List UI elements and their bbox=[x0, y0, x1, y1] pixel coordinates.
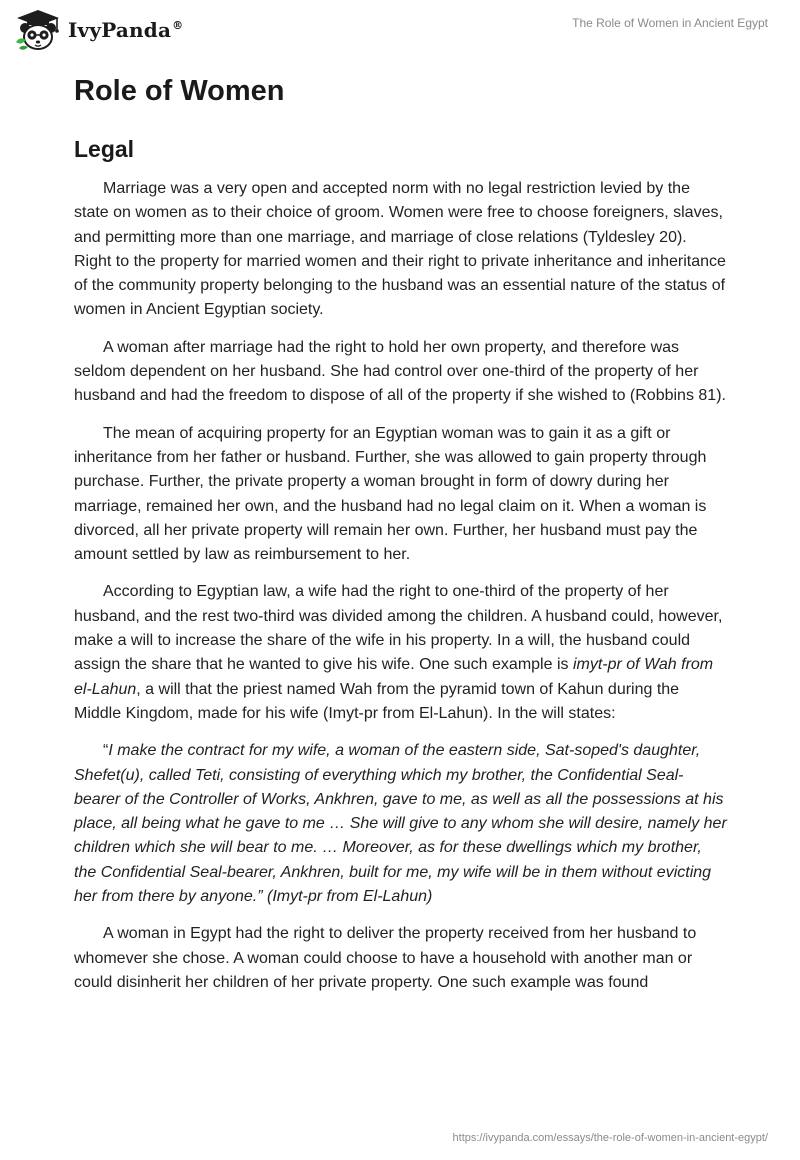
section-heading: Role of Women bbox=[74, 75, 285, 107]
paragraph-2: A woman after marriage had the right to hold her own property, and therefore was seldom dependent on her husband. She had control over one-third of the property of her husband and had the freedom to dispose of all of the property if she wished to (Robbins 81). bbox=[74, 338, 726, 405]
will-quote bbox=[74, 739, 728, 909]
page-header bbox=[0, 0, 800, 60]
ivypanda-logo[interactable] bbox=[14, 8, 183, 52]
panda-graduate-icon bbox=[14, 8, 62, 52]
will-title: imyt-pr of Wah from el-Lahun bbox=[74, 656, 714, 698]
paragraph-3: The mean of acquiring property for an Egyptian woman was to gain it as a gift or inheritance from her father or husband. Further, she was allowed to gain property through purchase. Further, the private property a woman brought in form of dowry during her marriage, remained her own, and the husband had no legal claim on it. When a woman is divorced, all her private property will remain her own. Further, her husband must pay the amount settled by law as reimbursement to her. bbox=[74, 424, 707, 564]
subsection-heading: Legal bbox=[74, 136, 135, 162]
paragraph-4-text-a: According to Egyptian law, a wife had the right to one-third of the property of her husband, and the rest two-third was divided among the children. A husband could, however, make a will to increase the share of the wife in his property. In a will, the husband could assign the share that he wanted to give his wife. One such example is bbox=[74, 583, 723, 674]
paragraph-6: A woman in Egypt had the right to deliver the property received from her husband to whomever she chose. A woman could choose to have a household with another man or could disinherit her children of her private property. One such example was found bbox=[74, 925, 697, 991]
quote-open-mark: “ bbox=[103, 742, 109, 760]
brand-name: IvyPanda® bbox=[68, 18, 184, 42]
paragraph-4 bbox=[74, 580, 728, 726]
quote-text: I make the contract for my wife, a woman of the eastern side, Sat-soped's daughter, Shefet(u), called Teti, consisting of everything which my brother, the Confidential Seal- bearer of the Controller of Works, Ankhren, gave to me, as well as all the possessions at his place, all being what he gave to me … She will give to any whom she will desire, namely her children which she will bear to me. … Moreover, as for these dwellings which my brother, the Confidential Seal-bearer, Ankhren, built for me, my wife will be in them without evicting her from there by anyone.” (Imyt-pr from El-Lahun) bbox=[74, 742, 727, 906]
source-url[interactable]: https://ivypanda.com/essays/the-role-of-women-in-ancient-egypt/ bbox=[452, 1132, 768, 1144]
essay-content bbox=[74, 70, 728, 1008]
document-title: The Role of Women in Ancient Egypt bbox=[572, 16, 768, 30]
paragraph-4-text-b: , a will that the priest named Wah from the pyramid town of Kahun during the Middle Kingdom, made for his wife (Imyt-pr from El-Lahun). In the will states: bbox=[74, 680, 680, 722]
paragraph-1: Marriage was a very open and accepted norm with no legal restriction levied by the state on women as to their choice of groom. Women were free to choose foreigners, slaves, and permitting more than one marriage, and marriage of close relations (Tyldesley 20). Right to the property for married women and their right to private inheritance and inheritance of the community property belonging to the husband was an essential nature of the status of women in Ancient Egyptian society. bbox=[74, 180, 726, 319]
